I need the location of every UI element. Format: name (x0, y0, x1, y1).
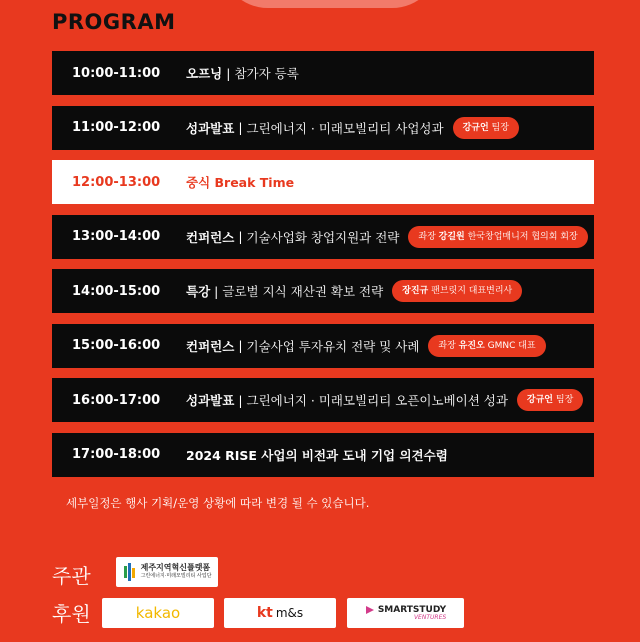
organizer-label: 주관 (52, 564, 91, 588)
schedule-row (52, 378, 594, 422)
kt-ms-logo (224, 598, 336, 628)
session-label: 2024 RISE 사업의 비전과 도내 기업 의견수렴 (186, 447, 448, 463)
schedule-session (186, 117, 519, 139)
schedule-row (52, 51, 594, 95)
play-icon (365, 605, 375, 615)
schedule-session (186, 446, 448, 464)
session-label: 중식 Break Time (186, 175, 295, 190)
session-label: 컨퍼런스 (186, 229, 235, 245)
session-separator: | (226, 65, 231, 81)
kakao-logo (102, 598, 214, 628)
smartstudy-logo-sub: VENTURES (413, 614, 447, 621)
schedule-session (186, 173, 294, 191)
kt-logo-sub: m&s (275, 606, 304, 620)
speaker-name: 강규언 (462, 122, 489, 133)
smartstudy-logo (347, 598, 464, 628)
session-separator: | (238, 338, 243, 353)
session-separator: | (238, 392, 243, 408)
speaker-role: 팀장 (491, 122, 509, 133)
speaker-pill (428, 335, 545, 357)
schedule-time: 11:00-12:00 (72, 120, 161, 135)
session-separator: | (214, 283, 219, 299)
session-description: 기술사업화 창업지원과 전략 (246, 229, 400, 245)
schedule-session (186, 335, 546, 357)
schedule-time: 12:00-13:00 (72, 174, 161, 190)
schedule-footnote: 세부일정은 행사 기획/운영 상황에 따라 변경 될 수 있습니다. (66, 496, 370, 510)
sponsor-label: 후원 (52, 602, 91, 626)
schedule-time: 10:00-11:00 (72, 65, 161, 81)
speaker-role: 팀장 (555, 395, 574, 405)
schedule-list (52, 51, 594, 487)
session-label: 성과발표 (186, 393, 235, 408)
organizer-logo-name: 제주지역혁신플랫폼 (140, 563, 211, 572)
session-label: 성과발표 (186, 120, 235, 136)
speaker-pill (517, 389, 583, 411)
schedule-session (186, 280, 522, 302)
speaker-name: 장진규 (402, 286, 429, 296)
schedule-time: 17:00-18:00 (72, 447, 161, 462)
speaker-pill (408, 226, 587, 248)
schedule-session (186, 389, 583, 411)
schedule-session (186, 226, 588, 248)
schedule-session (186, 64, 299, 82)
session-description: 글로벌 지식 재산권 확보 전략 (222, 284, 384, 299)
schedule-time: 16:00-17:00 (72, 392, 161, 408)
session-description: 그린에너지 · 미래모빌리티 오픈이노베이션 성과 (246, 393, 508, 408)
program-title: PROGRAM (52, 10, 176, 34)
schedule-row (52, 433, 594, 477)
session-separator: | (238, 229, 243, 244)
speaker-role: 팬브릿지 대표변리사 (431, 286, 513, 296)
session-label: 특강 (186, 284, 211, 299)
top-decoration (220, 0, 440, 8)
kakao-logo-text: kakao (135, 604, 181, 622)
speaker-role: GMNC 대표 (487, 340, 536, 351)
speaker-prefix: 좌장 (438, 340, 456, 351)
session-description: 참가자 등록 (234, 66, 299, 81)
session-description: 기술사업 투자유치 전략 및 사례 (246, 338, 420, 354)
speaker-name: 유진오 (458, 340, 485, 351)
speaker-prefix: 좌장 (418, 231, 436, 242)
session-label: 컨퍼런스 (186, 338, 235, 354)
schedule-row (52, 160, 594, 204)
smartstudy-logo-text: SMARTSTUDY (377, 605, 447, 615)
schedule-time: 15:00-16:00 (72, 338, 161, 353)
organizer-logo-sub: 그린에너지·미래모빌리티 사업단 (140, 573, 212, 579)
speaker-name: 강규언 (526, 395, 553, 405)
speaker-role: 한국창업매니저 협의회 회장 (467, 231, 578, 242)
speaker-pill (392, 280, 522, 302)
schedule-row (52, 324, 594, 368)
schedule-row (52, 106, 594, 150)
schedule-time: 13:00-14:00 (72, 229, 161, 244)
kt-logo-text: kt (256, 605, 273, 621)
organizer-logo (116, 557, 218, 587)
jeju-platform-icon (123, 563, 137, 581)
speaker-pill (453, 117, 519, 139)
session-description: 그린에너지 · 미래모빌리티 사업성과 (246, 120, 444, 136)
schedule-row (52, 215, 594, 259)
session-label: 오프닝 (186, 66, 223, 81)
schedule-row (52, 269, 594, 313)
schedule-time: 14:00-15:00 (72, 283, 161, 299)
speaker-name: 강길원 (438, 231, 465, 242)
session-separator: | (238, 120, 243, 135)
